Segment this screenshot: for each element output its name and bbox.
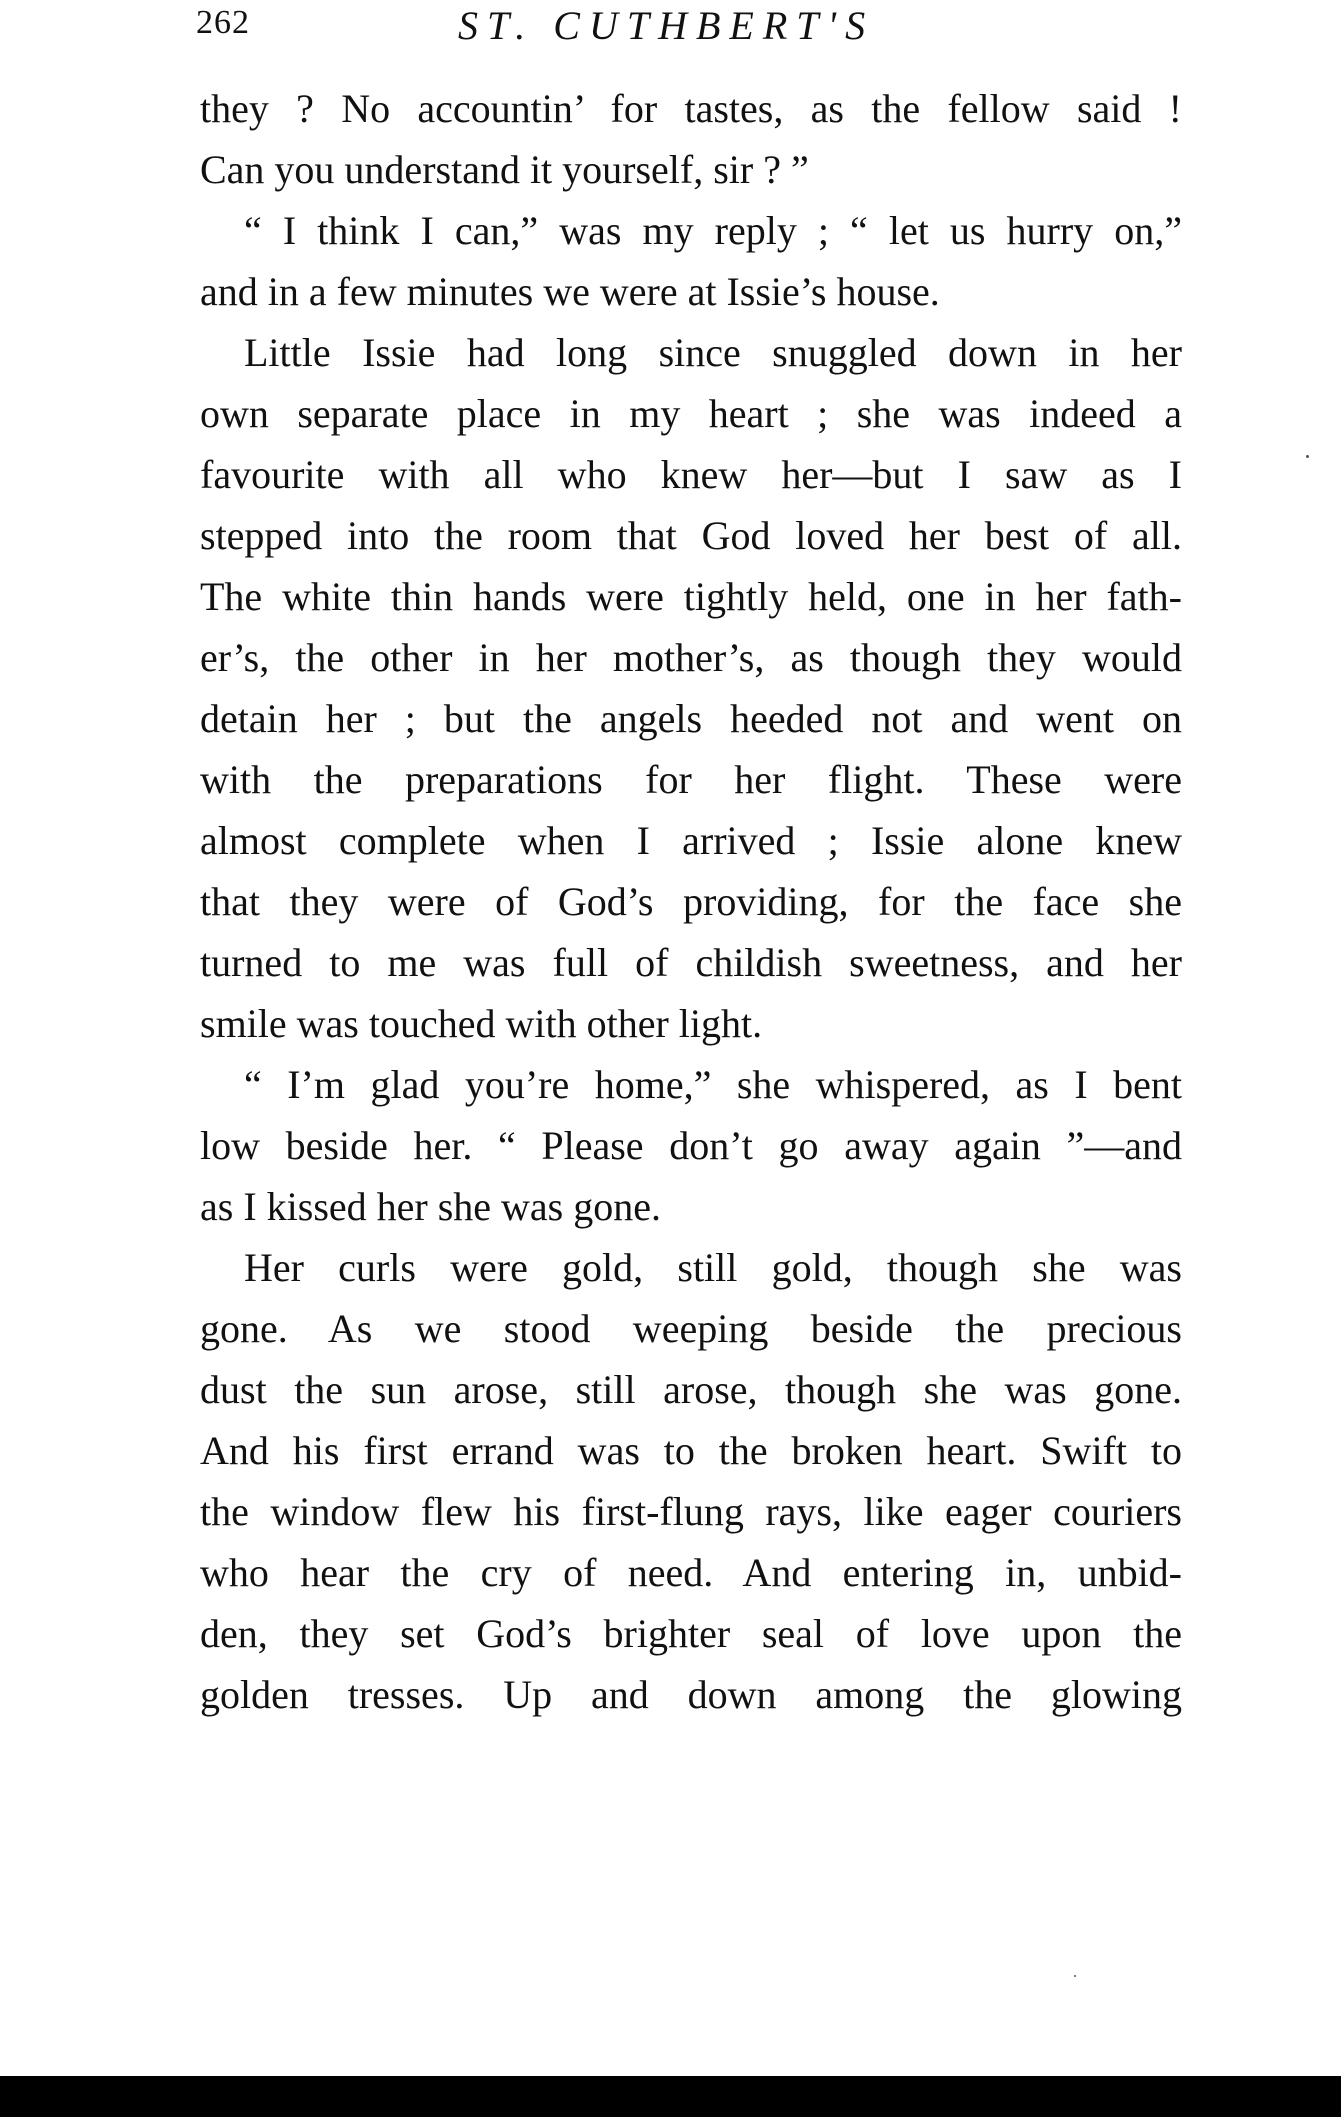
text-line: and in a few minutes we were at Issie’s house.: [200, 269, 940, 314]
text-line: And his first errand was to the broken heart. Swift to: [200, 1428, 1182, 1473]
text-line: they ? No accountin’ for tastes, as the fellow said !: [200, 86, 1182, 131]
text-line: stepped into the room that God loved her best of all.: [200, 513, 1182, 558]
text-line: that they were of God’s providing, for the face she: [200, 879, 1182, 924]
text-line: smile was touched with other light.: [200, 1001, 763, 1046]
text-line: low beside her. “ Please don’t go away again ”—and: [200, 1123, 1182, 1168]
text-line: turned to me was full of childish sweetness, and her: [200, 940, 1182, 985]
text-line: “ I’m glad you’re home,” she whispered, as I bent: [244, 1062, 1182, 1107]
text-line: as I kissed her she was gone.: [200, 1184, 661, 1229]
scan-edge-bar: [0, 2076, 1341, 2117]
page-number: 262: [196, 4, 250, 41]
body-text: [200, 78, 1182, 1725]
text-line: detain her ; but the angels heeded not and went on: [200, 696, 1182, 741]
text-line: dust the sun arose, still arose, though she was gone.: [200, 1367, 1182, 1412]
text-line: gone. As we stood weeping beside the precious: [200, 1306, 1182, 1351]
text-line: with the preparations for her flight. These were: [200, 757, 1182, 802]
text-line: er’s, the other in her mother’s, as though they would: [200, 635, 1182, 680]
text-line: Her curls were gold, still gold, though she was: [244, 1245, 1182, 1290]
text-line: the window flew his first-flung rays, like eager couriers: [200, 1489, 1182, 1534]
text-line: The white thin hands were tightly held, one in her fath-: [200, 574, 1182, 619]
text-line: Little Issie had long since snuggled down in her: [244, 330, 1182, 375]
text-line: golden tresses. Up and down among the glowing: [200, 1672, 1182, 1717]
text-line: own separate place in my heart ; she was indeed a: [200, 391, 1182, 436]
running-head: ST. CUTHBERT'S: [458, 3, 875, 48]
text-line: den, they set God’s brighter seal of love upon the: [200, 1611, 1182, 1656]
text-line: almost complete when I arrived ; Issie alone knew: [200, 818, 1182, 863]
text-line: who hear the cry of need. And entering in, unbid-: [200, 1550, 1182, 1595]
page-header: [0, 0, 1341, 70]
scan-speck: [1074, 1975, 1076, 1977]
scan-speck: [1306, 455, 1309, 458]
text-line: favourite with all who knew her—but I saw as I: [200, 452, 1182, 497]
text-line: “ I think I can,” was my reply ; “ let us hurry on,”: [244, 208, 1182, 253]
text-line: Can you understand it yourself, sir ? ”: [200, 147, 809, 192]
